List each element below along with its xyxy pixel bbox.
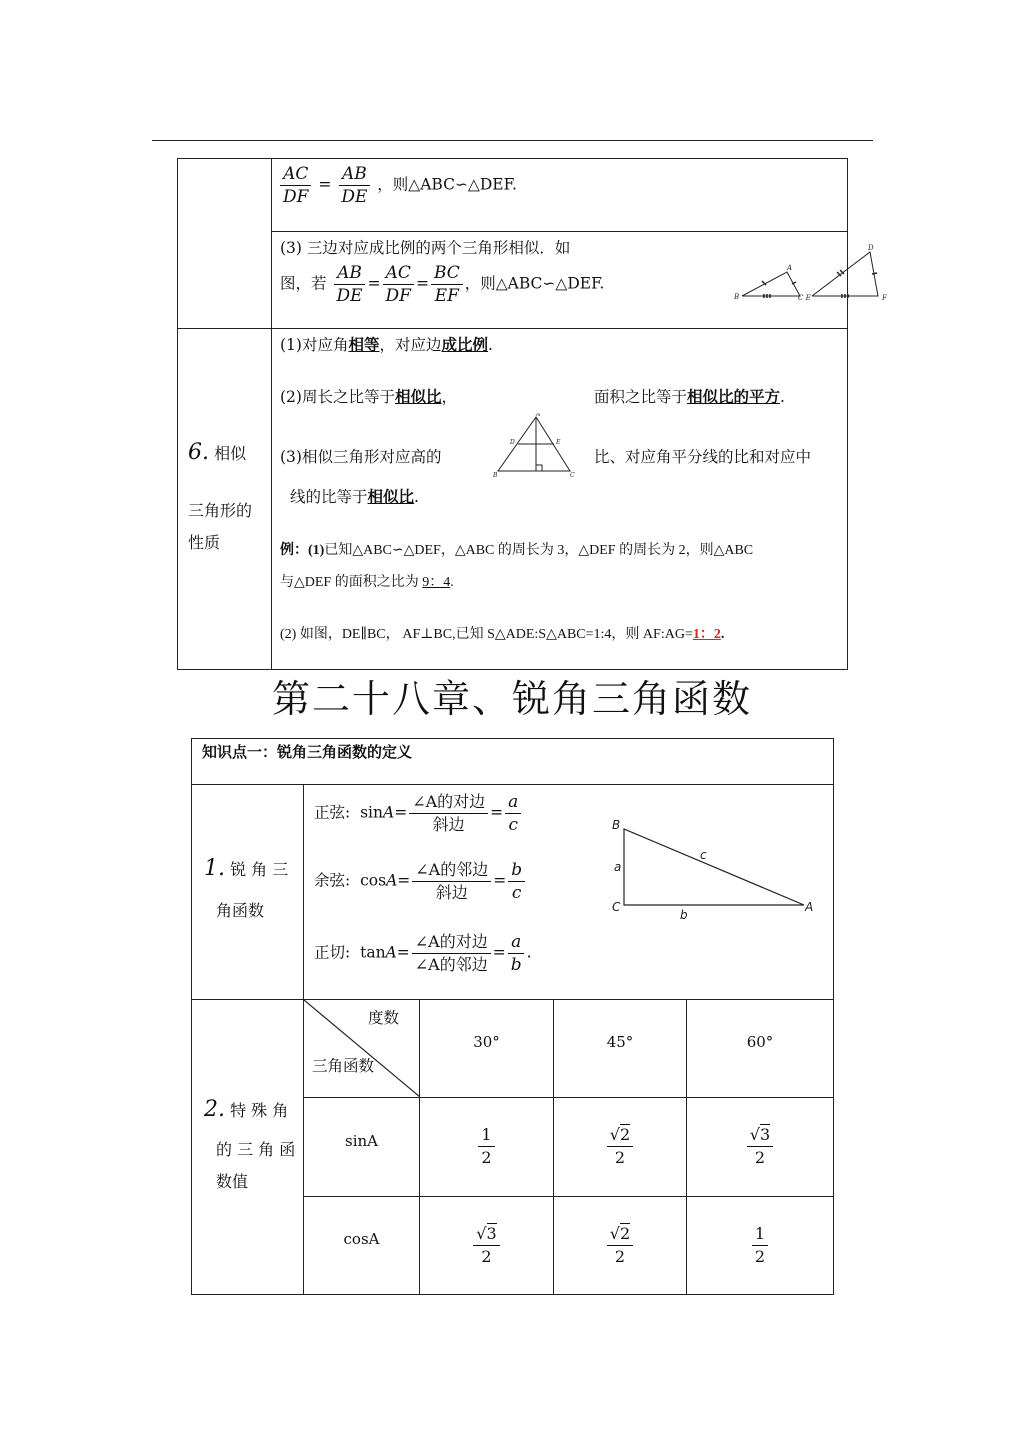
diagonal-line	[304, 1000, 420, 1097]
cos-30-value: $\frac{√3}{2}$	[420, 1196, 554, 1294]
similar-triangles-table	[177, 158, 887, 670]
section6-label-cell	[178, 329, 272, 670]
corner-degree-label: 度数	[368, 1009, 400, 1028]
angle-60-header: 60°	[687, 1000, 834, 1098]
trig-definition-cell	[304, 785, 834, 1000]
cosine-definition: 余弦: cosA= ∠A的邻边 斜边 = $\frac{b}{c}$	[314, 859, 527, 904]
example-1: 例：(1)已知△ABC∽△DEF，△ABC 的周长为 3，△DEF 的周长为 2，则△ABC	[280, 543, 754, 558]
sin-45-value: $\frac{√2}{2}$	[554, 1098, 687, 1196]
svg-text:A: A	[536, 413, 541, 418]
right-triangle-figure	[608, 815, 818, 919]
example-2: (2) 如图，DE∥BC， AF⊥BC,已知 S△ADE:S△ABC=1:4，则 AF:AG=1：2.	[280, 627, 725, 642]
fig-label-A: A	[787, 264, 793, 272]
fig-label-F: F	[882, 294, 887, 302]
section6-title-c: 性质	[188, 533, 221, 552]
diagonal-header-cell	[304, 1000, 420, 1098]
top-rule	[152, 140, 873, 141]
trig-functions-table	[191, 738, 834, 1295]
sin-60-value: $\frac{√3}{2}$	[687, 1098, 834, 1196]
section6-title-b: 三角形的	[188, 501, 253, 520]
svg-text:A: A	[805, 900, 814, 914]
example-1-line2: 与△DEF 的面积之比为 9：4.	[280, 575, 454, 590]
property-3-line2: 线的比等于相似比.	[290, 487, 419, 506]
svg-text:c: c	[700, 848, 707, 862]
fig-label-CE: C E	[798, 294, 811, 302]
angle-30-header: 30°	[420, 1000, 554, 1098]
section6-title-a: 相似	[214, 444, 247, 463]
chapter-title: 第二十八章、锐角三角函数	[271, 677, 752, 721]
sss-line1: (3) 三边对应成比例的两个三角形相似．如	[280, 239, 571, 257]
svg-text:a: a	[614, 860, 622, 874]
svg-text:E: E	[556, 439, 561, 446]
corner-function-label: 三角函数	[312, 1057, 375, 1076]
kp2-title-b: 的 三 角 函	[216, 1140, 296, 1159]
kp1-title-b: 角函数	[216, 901, 265, 920]
fig-label-D: D	[868, 244, 874, 252]
angle-45-header: 45°	[554, 1000, 687, 1098]
trig-definition-label-cell: 1. 锐 角 三 角函数	[192, 785, 304, 1000]
property-2-right: 面积之比等于相似比的平方.	[594, 387, 785, 406]
cos-60-value: $\frac{1}{2}$	[687, 1196, 834, 1294]
svg-text:B: B	[493, 472, 498, 479]
sin-row-label: sinA	[304, 1098, 420, 1196]
property-3-left: (3)相似三角形对应高的	[280, 448, 442, 466]
property-1: (1)对应角相等，对应边成比例.	[280, 335, 493, 354]
section6-content-cell	[272, 329, 848, 670]
tangent-definition: 正切: tanA= ∠A的对边 ∠A的邻边 = $\frac{a}{b}$ .	[314, 932, 532, 975]
sas-conclusion: ，则△ABC∽△DEF.	[377, 175, 517, 194]
altitude-triangle-figure	[490, 413, 580, 479]
cos-row-label: cosA	[304, 1196, 420, 1294]
sas-condition-cell: $\frac{AC}{DF}$ = $\frac{AB}{DE}$ ，则△ABC∽△DEF.	[272, 159, 848, 232]
cos-45-value: $\frac{√2}{2}$	[554, 1196, 687, 1294]
sss-condition-cell: (3) 三边对应成比例的两个三角形相似．如 图，若 $\frac{AB}{DE}$ = $\frac{AC}{DF}$ = $\frac{BC}{EF}$ ，则△ABC∽△DEF. A B C E D F	[272, 232, 848, 329]
kp1-number: 1.	[204, 856, 225, 881]
similar-triangles-figure	[732, 244, 892, 304]
sin-30-value: $\frac{1}{2}$	[420, 1098, 554, 1196]
svg-text:D: D	[510, 439, 515, 446]
property-3-right: 比、对应角平分线的比和对应中	[594, 448, 812, 466]
svg-text:C: C	[612, 900, 621, 914]
special-angles-label-cell: 2. 特 殊 角 的 三 角 函 数值	[192, 1000, 304, 1295]
fig-label-B: B	[734, 293, 740, 301]
sine-definition: 正弦: sinA= ∠A的对边 斜边 = $\frac{a}{c}$	[314, 791, 523, 836]
svg-text:C: C	[570, 472, 575, 479]
kp2-title-c: 数值	[216, 1172, 249, 1191]
knowledge-point-header: 知识点一：锐角三角函数的定义	[192, 739, 834, 785]
blank-label-cell	[178, 159, 272, 329]
kp2-number: 2.	[204, 1097, 225, 1122]
svg-text:B: B	[612, 818, 621, 832]
section6-number: 6.	[188, 440, 209, 465]
svg-text:b: b	[680, 908, 688, 919]
property-2-left: (2)周长之比等于相似比，	[280, 387, 457, 406]
